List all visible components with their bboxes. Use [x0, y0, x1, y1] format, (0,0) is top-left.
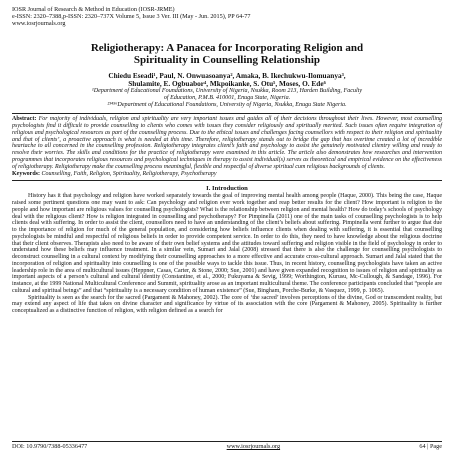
keywords [12, 171, 442, 178]
paper-page [12, 6, 442, 315]
page-number: 64 | Page [419, 443, 442, 450]
abstract-label: Abstract: [12, 116, 37, 123]
abstract-box [12, 113, 442, 181]
affiliation-line-1: ¹Department of Educational Foundations, University of Nigeria, Nsukka, Room 213, Harden Building, Faculty [91, 88, 363, 95]
affiliations [12, 88, 442, 109]
author-list [12, 72, 442, 89]
keywords-label: Keywords: [12, 171, 40, 178]
affiliation-line-3: ²³⁴⁵⁶Department of Educational Foundations, University of Nigeria, Nsukka, Enugu State Nigeria. [107, 102, 347, 109]
doi: DOI: 10.9790/7388-05336477 [12, 443, 88, 450]
introduction-paragraph-1: History has it that psychology and religion have worked separately towards the goal of improving mental health among people (Haque, 2000). This being the case, Haque raised some pertinent questions one may want to ask: Can psychology and religion ever work together and reap better results for the client? How important is religion to the people and how important are religious values for counselling psychologists? What is the relationship between religion and mental health? How do today’s schools of psychology deal with the religious client? How is religion integrated in counselling and psychotherapy? For Pimpinella (2011) one of the main tasks of counselling psychologists is to help clients deal with suffering. In order to assist the client, counsellors need to have an understanding of the client’s beliefs about suffering. Pimpinella went further to argue that due to the importance of religion for much of the general population, and considering how beliefs influence clients when dealing with suffering, it is essential that counselling psychologists be mindful and respectful of religious beliefs in order to provide competent service. In order to do this, they need to have knowledge about the religious doctrine that their client observes. Therapists also need to be aware of their own belief systems and the attitudes toward suffering and religion visible in the field of psychology in order to understand how these beliefs may influence treatment. In a similar vein, Sumari and Jalal (2008) stressed that there is also the challenge for counselling psychologists to deconstruct counselling in a cultural context by modifying their counselling approaches to a more effective and accurate cross-cultural approach. Sumari and Jalal stated that the incorporation of religion and spirituality into counselling is one of the possible ways to tackle this issue. Thus, in recent history, counselling psychologists have taken an active leadership role in the area of multicultural issues (Heppner, Casas, Carter, & Stone, 2000; Sue, 2001) and have given expanded recognition to issues of religion and spirituality as important aspects of a person’s cultural and cultural identity (Constantine, et al., 2000; Fukuyama & Sevig, 1999; Worthington, Kurusu, Mc-Cullough, & Sandage, 1996). For instance, at the 1999 National Multicultural Conference and Summit, spirituality arose as an important multicultural theme. The conference participants concluded that “people are cultural and spiritual beings” and that “spirituality is a necessary condition of human existence” (Sue, Bingham, Porche-Burke, & Vasquez, 1999, p. 1065). [12, 193, 442, 294]
abstract [12, 116, 442, 170]
journal-website[interactable]: www.iosrjournals.org [12, 20, 66, 28]
introduction-paragraph-2: Spirituality is seen as the search for the sacred (Pargament & Mahoney, 2002). The core of ‘the sacred’ involves perceptions of the divine, God or transcendent reality, but may extend any aspect of life that takes on divine character and significance by virtue of its association with the core (Pargament & Mahoney, 2005). Spirituality is further conceptualized as a distinctive function of religion, with religion defined as a search for [12, 294, 442, 315]
issn-volume-line: e-ISSN: 2320–7388,p-ISSN: 2320–737X Volume 5, Issue 3 Ver. III (May - Jun. 2015), PP 64-77 [12, 13, 251, 21]
section-heading-introduction: I. Introduction [206, 185, 248, 193]
keywords-text: Counselling, Faith, Religion, Spirituality, Religiotherapy, Psychotherapy [40, 171, 217, 178]
authors-line-1: Chiedu Eseadi¹, Paul, N. Onwuasoanya², Amaka, B. Ikechukwu-Ilomuanya³, [108, 70, 346, 80]
title-line-1: Religiotherapy: A Panacea for Incorporating Religion and [90, 41, 364, 54]
affiliation-line-2: of Education, P.M.B. 410001, Enugu State, Nigeria. [163, 95, 291, 102]
footer-website-link[interactable]: www.iosrjournals.org [226, 443, 281, 450]
abstract-text: For majority of individuals, religion and spirituality are very important issues and guides all of their decisions throughout their lives. However, most counselling psychologists find it difficult to provide counselling to clients who comes with issues they consider religiously and spiritually merited. Such issues often require integration of religious and psychological resources as part of the counselling process. Due to the ethical issues and challenges facing counsellors with respect to their religion and spirituality and that of clients’, a proactive approach is what is needed at this time. Therefore, religiotherapy stands out to bridge the gap that has overtime created a lot of incredible heartache to all concerned in the counselling profession. Religiotherapy integrates client’s faith and psychology to assist the genuinely motivated clientry willing and ready to resolve their worries. The skills and conditions for the practice of religiotherapy were examined in this article. The article also demonstrates how researches and intervention programmes that incorporates religious resources and psychological techniques in therapy to assist individual(s) serves as theoretical and empirical evidence on the effectiveness of religiotherapy. Religiotherapy make the counselling process meaningful, flexible and respectful of diverse spiritual cum religious backgrounds of clients. [12, 116, 442, 170]
authors-line-2: Shulamite, E. Ogbuabor⁴, Mkpoikanke, S. Otu⁵, Moses, O. Ede⁶ [128, 79, 326, 89]
title-line-2: Spirituality in Counselling Relationship [133, 54, 321, 67]
paper-title [12, 42, 442, 67]
journal-name: IOSR Journal of Research & Method in Education (IOSR-JRME) [12, 6, 175, 13]
page-footer [12, 441, 442, 451]
